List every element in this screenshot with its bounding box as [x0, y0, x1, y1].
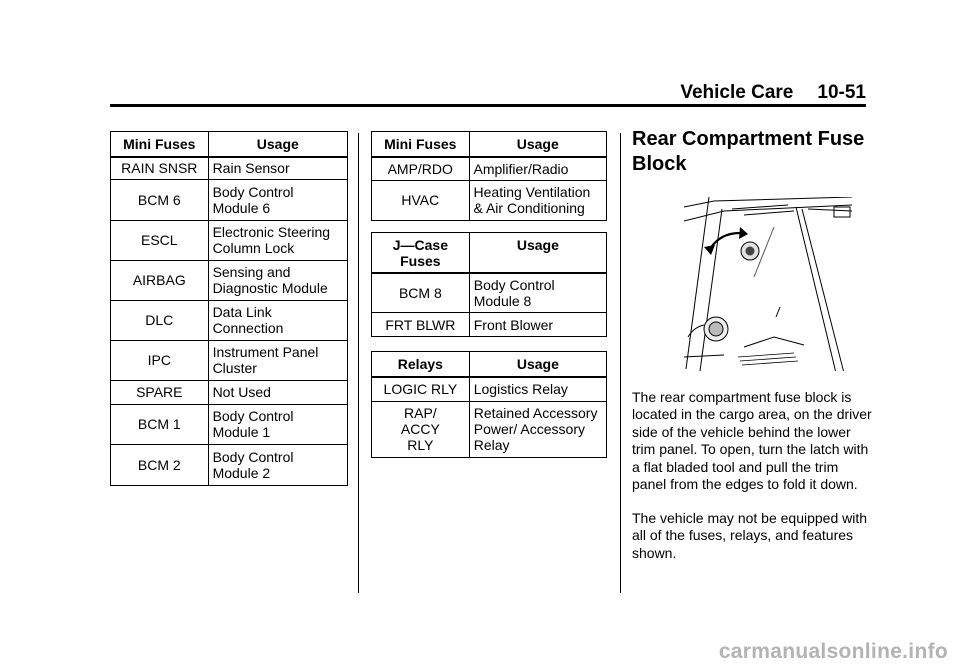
table-header-row [372, 352, 607, 378]
relay-usage: Retained Accessory Power/ Accessory Relay [469, 401, 606, 457]
column-divider-left [358, 133, 359, 593]
table-row [372, 377, 607, 401]
mini-fuses-table-1 [110, 131, 348, 486]
fuse-name: RAIN SNSR [111, 157, 209, 179]
fuse-name: BCM 1 [111, 404, 209, 444]
fuse-usage: Electronic Steering Column Lock [208, 220, 347, 260]
fuse-usage: Not Used [208, 380, 347, 404]
fuse-name: SPARE [111, 380, 209, 404]
column-header: Mini Fuses [372, 132, 470, 158]
fuse-usage: Rain Sensor [208, 157, 347, 179]
cargo-area-illustration [684, 197, 852, 371]
table-header-row [372, 132, 607, 158]
table-row [111, 404, 348, 444]
table-row [111, 157, 348, 179]
fuse-name: BCM 6 [111, 179, 209, 220]
trim-panel-latch-icon [684, 197, 852, 371]
table-header-row [111, 132, 348, 158]
table-row [111, 340, 348, 380]
column-header: Relays [372, 352, 470, 378]
fuse-name: AMP/RDO [372, 157, 470, 180]
watermark: carmanualsonline.info [718, 640, 948, 663]
relay-usage: Logistics Relay [469, 377, 606, 401]
fuse-name: DLC [111, 300, 209, 340]
relay-name: RAP/ ACCY RLY [372, 401, 470, 457]
header-rule [110, 104, 866, 107]
column-header: Usage [208, 132, 347, 158]
relays-table [371, 351, 607, 458]
fuse-name: AIRBAG [111, 260, 209, 300]
table-row [372, 313, 607, 337]
fuse-name: HVAC [372, 180, 470, 220]
column-header: Mini Fuses [111, 132, 209, 158]
table-row [111, 300, 348, 340]
fuse-usage: Body Control Module 6 [208, 179, 347, 220]
fuse-usage: Data Link Connection [208, 300, 347, 340]
table-row [111, 260, 348, 300]
column-header: Usage [469, 132, 606, 158]
fuse-usage: Front Blower [469, 313, 606, 337]
table-row [372, 401, 607, 457]
section-name: Vehicle Care [680, 82, 794, 103]
fuse-usage: Body Control Module 2 [208, 444, 347, 485]
fuse-name: FRT BLWR [372, 313, 470, 337]
page-number: 10-51 [817, 82, 866, 103]
fuse-usage: Instrument Panel Cluster [208, 340, 347, 380]
fuse-name: BCM 2 [111, 444, 209, 485]
column-divider-right [620, 133, 621, 593]
table-row [111, 220, 348, 260]
fuse-usage: Amplifier/Radio [469, 157, 606, 180]
table-row [372, 180, 607, 220]
column-header: Usage [469, 352, 606, 378]
fuse-name: IPC [111, 340, 209, 380]
relay-name: LOGIC RLY [372, 377, 470, 401]
paragraph: The rear compartment fuse block is located in the cargo area, on the driver side of the vehicle behind the lower trim panel. To open, turn the latch with a flat bladed tool and pull the trim panel from the edges to fold it down. [632, 389, 872, 493]
fuse-name: BCM 8 [372, 273, 470, 313]
fuse-usage: Sensing and Diagnostic Module [208, 260, 347, 300]
column-header: J—Case Fuses [372, 233, 470, 273]
table-row [111, 380, 348, 404]
fuse-usage: Body Control Module 8 [469, 273, 606, 313]
table-row [372, 273, 607, 313]
table-row [111, 444, 348, 485]
table-row [111, 179, 348, 220]
mini-fuses-table-2 [371, 131, 607, 221]
table-row [372, 157, 607, 180]
fuse-name: ESCL [111, 220, 209, 260]
header-title [680, 82, 866, 104]
fuse-usage: Heating Ventilation & Air Conditioning [469, 180, 606, 220]
j-case-fuses-table [371, 232, 607, 337]
fuse-usage: Body Control Module 1 [208, 404, 347, 444]
column-header: Usage [469, 233, 606, 273]
section-title: Rear Compartment Fuse Block [632, 128, 865, 175]
table-header-row [372, 233, 607, 273]
paragraph: The vehicle may not be equipped with all of the fuses, relays, and features shown. [632, 510, 868, 561]
